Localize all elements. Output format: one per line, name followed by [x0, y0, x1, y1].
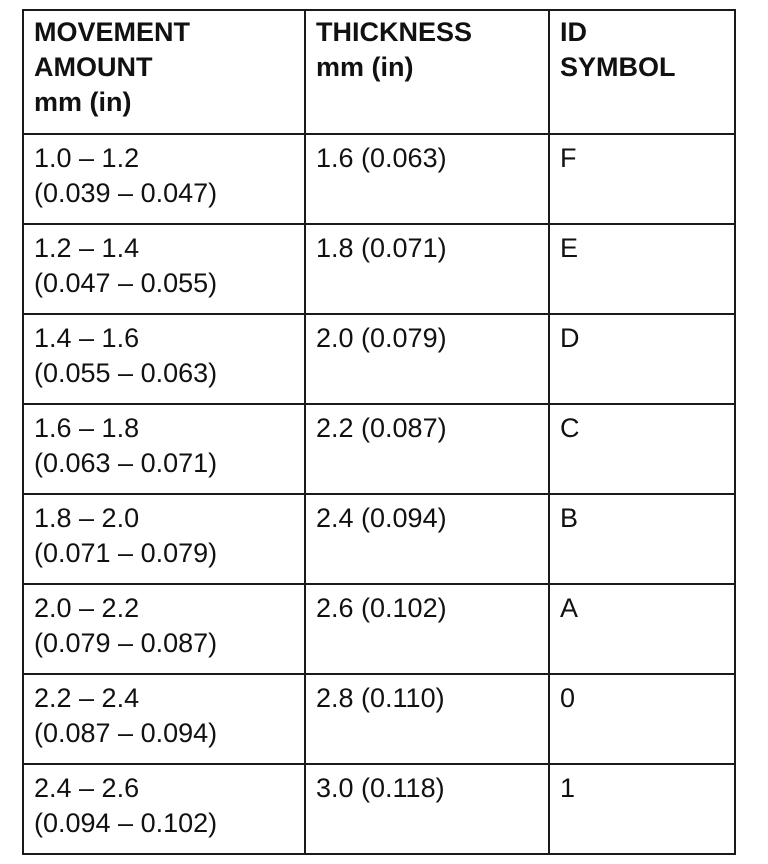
thickness-value: 3.0 (0.118) [316, 773, 445, 803]
header-thickness [305, 10, 549, 134]
table-header-row [23, 10, 735, 134]
thickness-cell [305, 584, 549, 674]
thickness-cell [305, 404, 549, 494]
id-symbol-value: E [560, 233, 579, 263]
movement-mm: 2.4 – 2.6 [34, 773, 140, 803]
id-symbol-value: D [560, 323, 580, 353]
thickness-value: 2.6 (0.102) [316, 593, 447, 623]
movement-amount-cell [23, 764, 305, 854]
table-row [23, 314, 735, 404]
table-row [23, 584, 735, 674]
id-symbol-value: A [560, 593, 579, 623]
header-text: THICKNESS [316, 17, 473, 47]
table-row [23, 224, 735, 314]
movement-mm: 2.0 – 2.2 [34, 593, 140, 623]
header-text: mm (in) [316, 52, 414, 82]
movement-in: (0.094 – 0.102) [34, 808, 218, 838]
movement-amount-cell [23, 404, 305, 494]
header-text: mm (in) [34, 87, 132, 117]
shim-selection-table [22, 9, 736, 855]
movement-in: (0.079 – 0.087) [34, 628, 218, 658]
thickness-cell [305, 494, 549, 584]
id-symbol-value: B [560, 503, 579, 533]
id-symbol-cell [549, 134, 735, 224]
header-movement-amount [23, 10, 305, 134]
movement-in: (0.047 – 0.055) [34, 268, 218, 298]
id-symbol-value: C [560, 413, 580, 443]
movement-mm: 1.2 – 1.4 [34, 233, 140, 263]
thickness-cell [305, 134, 549, 224]
movement-in: (0.039 – 0.047) [34, 178, 218, 208]
header-text: SYMBOL [560, 52, 676, 82]
table-body [23, 134, 735, 854]
movement-in: (0.055 – 0.063) [34, 358, 218, 388]
id-symbol-cell [549, 494, 735, 584]
movement-mm: 1.6 – 1.8 [34, 413, 140, 443]
thickness-cell [305, 224, 549, 314]
id-symbol-cell [549, 674, 735, 764]
header-id-symbol [549, 10, 735, 134]
id-symbol-value: 0 [560, 683, 576, 713]
thickness-cell [305, 764, 549, 854]
thickness-value: 2.4 (0.094) [316, 503, 447, 533]
movement-amount-cell [23, 494, 305, 584]
thickness-value: 1.6 (0.063) [316, 143, 447, 173]
thickness-value: 2.8 (0.110) [316, 683, 445, 713]
header-text: AMOUNT [34, 52, 153, 82]
movement-amount-cell [23, 224, 305, 314]
header-text: MOVEMENT [34, 17, 191, 47]
movement-mm: 1.0 – 1.2 [34, 143, 140, 173]
movement-amount-cell [23, 674, 305, 764]
id-symbol-cell [549, 224, 735, 314]
table-row [23, 674, 735, 764]
table-row [23, 764, 735, 854]
movement-amount-cell [23, 584, 305, 674]
table-row [23, 494, 735, 584]
id-symbol-cell [549, 314, 735, 404]
id-symbol-value: F [560, 143, 577, 173]
movement-amount-cell [23, 314, 305, 404]
header-text: ID [560, 17, 587, 47]
movement-in: (0.087 – 0.094) [34, 718, 218, 748]
movement-mm: 1.8 – 2.0 [34, 503, 140, 533]
id-symbol-cell [549, 584, 735, 674]
movement-mm: 2.2 – 2.4 [34, 683, 140, 713]
id-symbol-cell [549, 764, 735, 854]
thickness-value: 2.0 (0.079) [316, 323, 447, 353]
table-row [23, 134, 735, 224]
thickness-cell [305, 314, 549, 404]
movement-in: (0.071 – 0.079) [34, 538, 218, 568]
id-symbol-cell [549, 404, 735, 494]
thickness-value: 2.2 (0.087) [316, 413, 447, 443]
id-symbol-value: 1 [560, 773, 576, 803]
thickness-cell [305, 674, 549, 764]
movement-in: (0.063 – 0.071) [34, 448, 218, 478]
thickness-value: 1.8 (0.071) [316, 233, 447, 263]
movement-amount-cell [23, 134, 305, 224]
table-row [23, 404, 735, 494]
movement-mm: 1.4 – 1.6 [34, 323, 140, 353]
